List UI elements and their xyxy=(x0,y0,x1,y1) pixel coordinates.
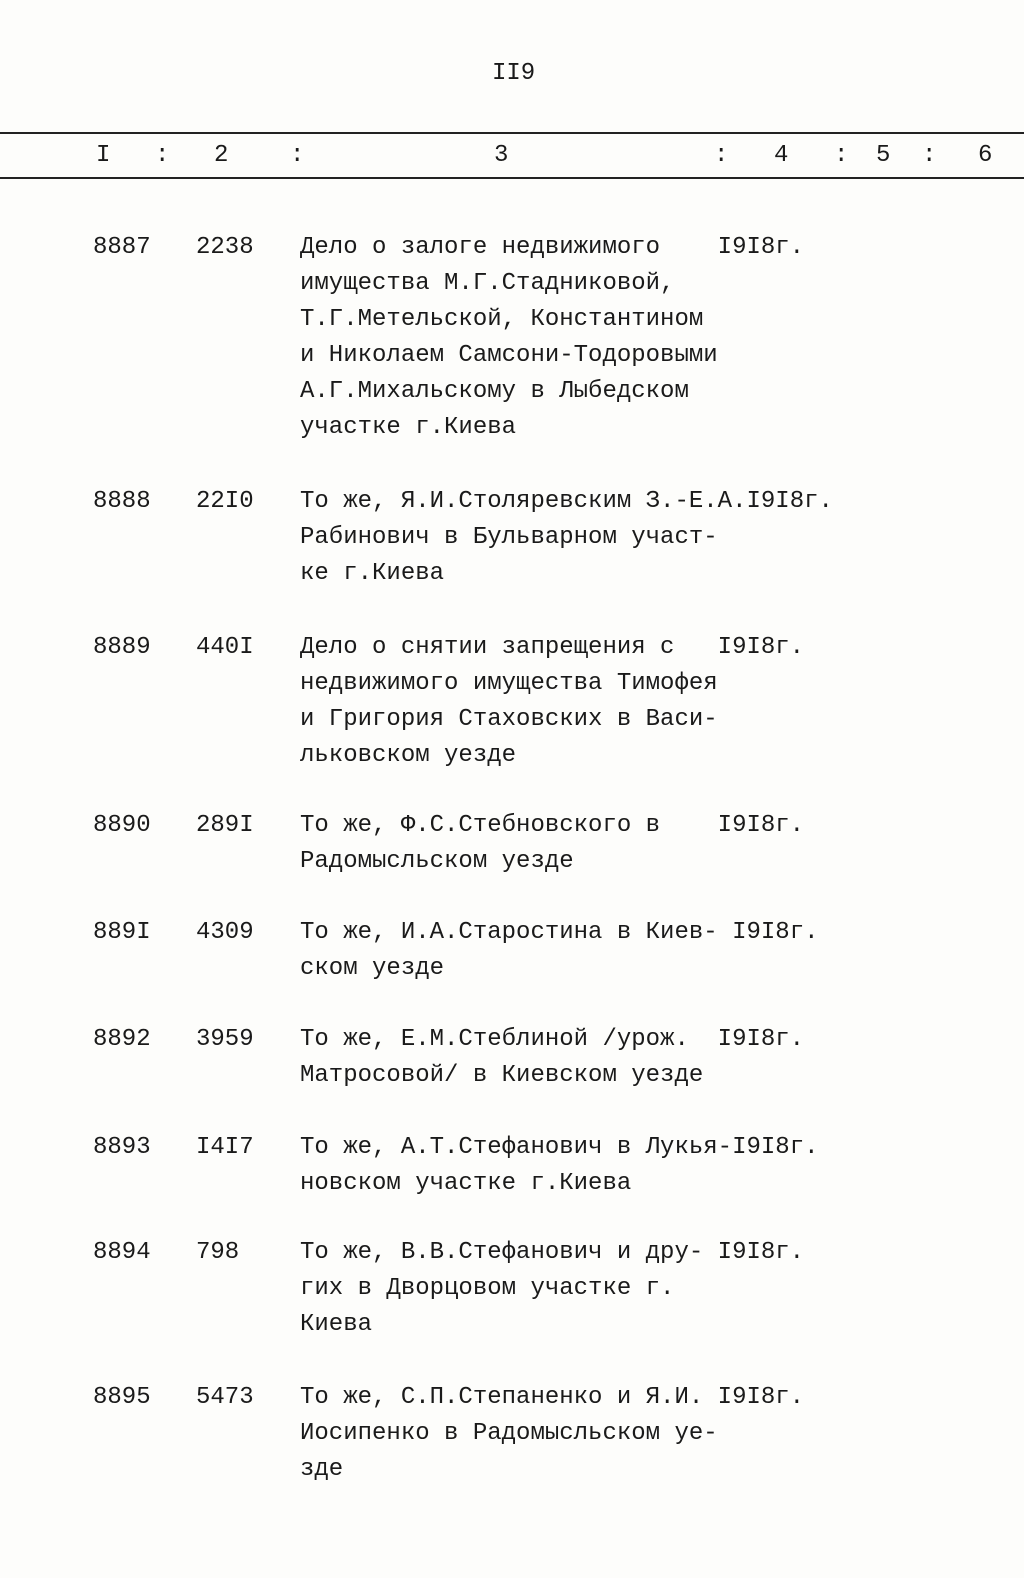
entry-number: 889I xyxy=(93,919,151,946)
description-line: А.Г.Михальскому в Лыбедском xyxy=(300,378,689,405)
description-line xyxy=(300,630,804,666)
entry-year: I9I8г. xyxy=(717,1239,805,1266)
entry-year: I9I8г. xyxy=(717,1384,805,1411)
description-line: Т.Г.Метельской, Константином xyxy=(300,306,704,333)
entry-old-number: 440I xyxy=(196,634,254,661)
entry-old-number: 22I0 xyxy=(196,488,254,515)
description-line xyxy=(300,484,833,520)
column-header-2: 2 xyxy=(214,142,229,169)
description-line xyxy=(300,1130,819,1166)
column-separator: : xyxy=(922,142,937,169)
entry-description xyxy=(300,484,833,592)
entry-year: I9I8г. xyxy=(732,1134,819,1161)
entry-old-number: 289I xyxy=(196,812,254,839)
entry-description xyxy=(300,630,804,774)
entry-year: I9I8г. xyxy=(746,488,833,515)
description-text: То же, Я.И.Столяревским З.-Е.А. xyxy=(300,488,747,515)
description-text: То же, Е.М.Стеблиной /урож. xyxy=(300,1026,718,1053)
description-line: участке г.Киева xyxy=(300,414,517,441)
column-header-3: 3 xyxy=(494,142,509,169)
entry-number: 8888 xyxy=(93,488,151,515)
description-text: То же, В.В.Стефанович и дру- xyxy=(300,1239,718,1266)
entry-description xyxy=(300,230,804,446)
description-line: Иосипенко в Радомысльском уе- xyxy=(300,1420,718,1447)
description-line xyxy=(300,915,819,951)
description-text: То же, И.А.Старостина в Киев- xyxy=(300,919,733,946)
description-line: Киева xyxy=(300,1311,373,1338)
entry-description xyxy=(300,1022,804,1094)
entry-number: 8889 xyxy=(93,634,151,661)
entry-old-number: 798 xyxy=(196,1239,240,1266)
entry-year: I9I8г. xyxy=(717,812,805,839)
column-separator: : xyxy=(714,142,729,169)
column-header-1: I xyxy=(96,142,111,169)
description-line: льковском уезде xyxy=(300,742,517,769)
entry-year: I9I8г. xyxy=(732,919,819,946)
entry-old-number: 2238 xyxy=(196,234,254,261)
description-line: новском участке г.Киева xyxy=(300,1170,632,1197)
description-line: Матросовой/ в Киевском уезде xyxy=(300,1062,704,1089)
description-line: зде xyxy=(300,1456,344,1483)
description-line: и Григория Стаховских в Васи- xyxy=(300,706,718,733)
description-line xyxy=(300,230,804,266)
description-line: недвижимого имущества Тимофея xyxy=(300,670,718,697)
column-header-4: 4 xyxy=(774,142,789,169)
entry-old-number: 3959 xyxy=(196,1026,254,1053)
description-line: Радомысльском уезде xyxy=(300,848,574,875)
column-separator: : xyxy=(834,142,849,169)
column-separator: : xyxy=(155,142,170,169)
entry-number: 8893 xyxy=(93,1134,151,1161)
description-line xyxy=(300,1022,804,1058)
column-header-5: 5 xyxy=(876,142,891,169)
description-text: Дело о залоге недвижимого xyxy=(300,234,718,261)
page-number: II9 xyxy=(492,60,536,87)
header-top-rule xyxy=(0,132,1024,134)
description-text: То же, А.Т.Стефанович в Лукья- xyxy=(300,1134,733,1161)
entry-number: 8890 xyxy=(93,812,151,839)
entry-year: I9I8г. xyxy=(717,234,805,261)
description-line: ском уезде xyxy=(300,955,445,982)
column-separator: : xyxy=(290,142,305,169)
header-bottom-rule xyxy=(0,177,1024,179)
column-header-6: 6 xyxy=(978,142,993,169)
entry-description xyxy=(300,915,819,987)
entry-old-number: 4309 xyxy=(196,919,254,946)
description-line: Рабинович в Бульварном участ- xyxy=(300,524,718,551)
description-line xyxy=(300,1235,804,1271)
description-text: Дело о снятии запрещения с xyxy=(300,634,718,661)
entry-number: 8895 xyxy=(93,1384,151,1411)
description-line: имущества М.Г.Стадниковой, xyxy=(300,270,675,297)
entry-description xyxy=(300,1380,804,1488)
description-line: и Николаем Самсони-Тодоровыми xyxy=(300,342,718,369)
entry-old-number: I4I7 xyxy=(196,1134,254,1161)
entry-number: 8894 xyxy=(93,1239,151,1266)
description-text: То же, Ф.С.Стебновского в xyxy=(300,812,718,839)
description-text: То же, С.П.Степаненко и Я.И. xyxy=(300,1384,718,1411)
entry-year: I9I8г. xyxy=(717,634,805,661)
description-line xyxy=(300,808,804,844)
description-line: ке г.Киева xyxy=(300,560,445,587)
entry-number: 8892 xyxy=(93,1026,151,1053)
entry-old-number: 5473 xyxy=(196,1384,254,1411)
entry-description xyxy=(300,1130,819,1202)
description-line: гих в Дворцовом участке г. xyxy=(300,1275,675,1302)
entry-number: 8887 xyxy=(93,234,151,261)
entry-description xyxy=(300,808,804,880)
entry-year: I9I8г. xyxy=(717,1026,805,1053)
entry-description xyxy=(300,1235,804,1343)
description-line xyxy=(300,1380,804,1416)
